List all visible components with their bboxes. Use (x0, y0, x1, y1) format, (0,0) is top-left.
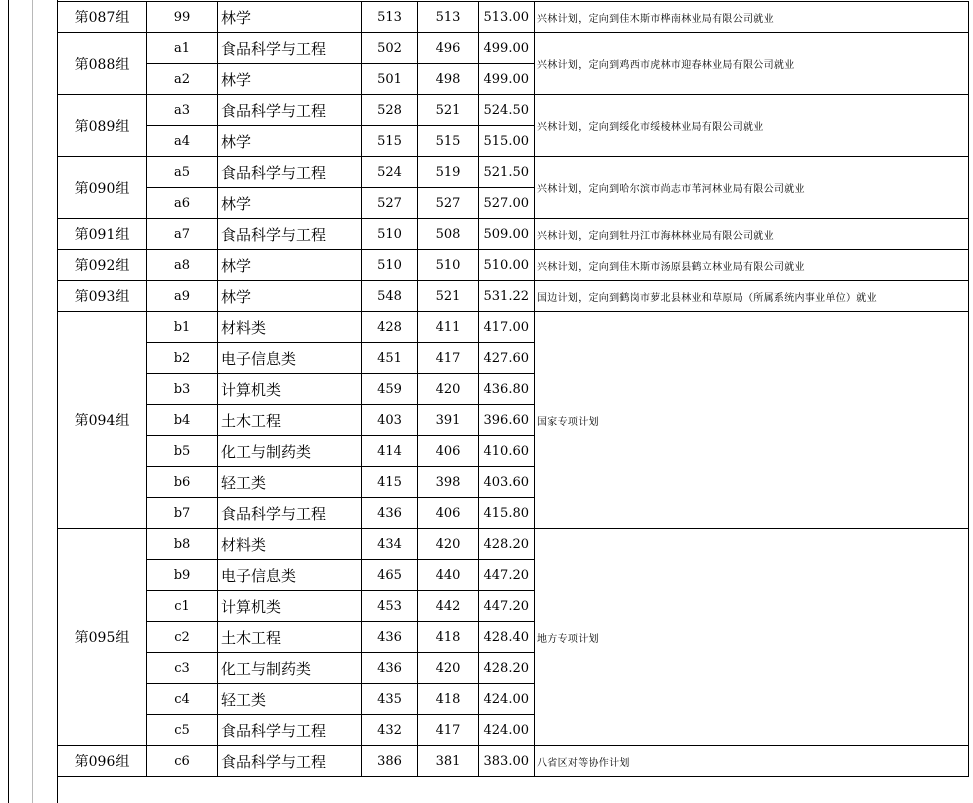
spacer-column-line (32, 0, 33, 803)
avg-score-cell: 513.00 (479, 2, 535, 33)
min-score-cell: 417 (418, 343, 479, 374)
min-score-cell: 418 (418, 622, 479, 653)
min-score-cell: 381 (418, 746, 479, 777)
plan-note-cell: 兴林计划，定向到佳木斯市汤原县鹤立林业局有限公司就业 (535, 250, 969, 281)
max-score-cell: 510 (362, 250, 418, 281)
table-row (58, 312, 969, 343)
group-number-cell: 第088组 (58, 33, 147, 95)
avg-score-cell: 436.80 (479, 374, 535, 405)
plan-note-cell: 兴林计划，定向到牡丹江市海林林业局有限公司就业 (535, 219, 969, 250)
min-score-cell: 420 (418, 529, 479, 560)
min-score-cell: 440 (418, 560, 479, 591)
major-code-cell: b3 (147, 374, 218, 405)
avg-score-cell: 427.60 (479, 343, 535, 374)
major-code-cell: a3 (147, 95, 218, 126)
min-score-cell: 496 (418, 33, 479, 64)
major-code-cell: a2 (147, 64, 218, 95)
min-score-cell: 406 (418, 498, 479, 529)
max-score-cell: 524 (362, 157, 418, 188)
avg-score-cell: 396.60 (479, 405, 535, 436)
max-score-cell: 436 (362, 653, 418, 684)
major-name-cell: 轻工类 (218, 467, 362, 498)
major-name-cell: 林学 (218, 188, 362, 219)
min-score-cell: 420 (418, 374, 479, 405)
avg-score-cell: 403.60 (479, 467, 535, 498)
major-name-cell: 轻工类 (218, 684, 362, 715)
min-score-cell: 521 (418, 95, 479, 126)
major-name-cell: 化工与制药类 (218, 653, 362, 684)
avg-score-cell: 424.00 (479, 715, 535, 746)
max-score-cell: 436 (362, 498, 418, 529)
max-score-cell: 432 (362, 715, 418, 746)
major-code-cell: b4 (147, 405, 218, 436)
major-code-cell: a8 (147, 250, 218, 281)
max-score-cell: 414 (362, 436, 418, 467)
avg-score-cell: 428.20 (479, 653, 535, 684)
score-table (57, 1, 969, 777)
major-code-cell: b5 (147, 436, 218, 467)
min-score-cell: 498 (418, 64, 479, 95)
major-code-cell: b9 (147, 560, 218, 591)
major-name-cell: 材料类 (218, 529, 362, 560)
major-name-cell: 食品科学与工程 (218, 95, 362, 126)
group-number-cell: 第093组 (58, 281, 147, 312)
major-code-cell: a7 (147, 219, 218, 250)
group-number-cell: 第095组 (58, 529, 147, 746)
max-score-cell: 451 (362, 343, 418, 374)
avg-score-cell: 499.00 (479, 33, 535, 64)
left-border-line (8, 0, 9, 803)
max-score-cell: 403 (362, 405, 418, 436)
plan-note-cell: 国家专项计划 (535, 312, 969, 529)
major-name-cell: 土木工程 (218, 405, 362, 436)
plan-note-cell: 兴林计划，定向到绥化市绥棱林业局有限公司就业 (535, 95, 969, 157)
avg-score-cell: 524.50 (479, 95, 535, 126)
table-row (58, 746, 969, 777)
max-score-cell: 465 (362, 560, 418, 591)
major-code-cell: c1 (147, 591, 218, 622)
plan-note-cell: 国边计划，定向到鹤岗市萝北县林业和草原局（所属系统内事业单位）就业 (535, 281, 969, 312)
avg-score-cell: 383.00 (479, 746, 535, 777)
table-row (58, 33, 969, 64)
major-name-cell: 食品科学与工程 (218, 498, 362, 529)
major-code-cell: c6 (147, 746, 218, 777)
table-row (58, 529, 969, 560)
major-code-cell: c5 (147, 715, 218, 746)
table-row (58, 281, 969, 312)
major-code-cell: c4 (147, 684, 218, 715)
major-name-cell: 电子信息类 (218, 343, 362, 374)
major-name-cell: 林学 (218, 64, 362, 95)
min-score-cell: 508 (418, 219, 479, 250)
max-score-cell: 434 (362, 529, 418, 560)
avg-score-cell: 428.40 (479, 622, 535, 653)
min-score-cell: 406 (418, 436, 479, 467)
min-score-cell: 442 (418, 591, 479, 622)
min-score-cell: 411 (418, 312, 479, 343)
max-score-cell: 515 (362, 126, 418, 157)
major-code-cell: b8 (147, 529, 218, 560)
major-code-cell: a1 (147, 33, 218, 64)
major-code-cell: a6 (147, 188, 218, 219)
max-score-cell: 415 (362, 467, 418, 498)
major-name-cell: 林学 (218, 250, 362, 281)
major-code-cell: a9 (147, 281, 218, 312)
avg-score-cell: 447.20 (479, 560, 535, 591)
major-code-cell: b6 (147, 467, 218, 498)
table-row (58, 95, 969, 126)
avg-score-cell: 521.50 (479, 157, 535, 188)
major-name-cell: 材料类 (218, 312, 362, 343)
avg-score-cell: 447.20 (479, 591, 535, 622)
group-number-cell: 第090组 (58, 157, 147, 219)
max-score-cell: 453 (362, 591, 418, 622)
min-score-cell: 513 (418, 2, 479, 33)
plan-note-cell: 兴林计划，定向到哈尔滨市尚志市苇河林业局有限公司就业 (535, 157, 969, 219)
min-score-cell: 527 (418, 188, 479, 219)
avg-score-cell: 410.60 (479, 436, 535, 467)
table-row (58, 219, 969, 250)
min-score-cell: 418 (418, 684, 479, 715)
max-score-cell: 435 (362, 684, 418, 715)
max-score-cell: 513 (362, 2, 418, 33)
min-score-cell: 519 (418, 157, 479, 188)
max-score-cell: 386 (362, 746, 418, 777)
avg-score-cell: 510.00 (479, 250, 535, 281)
plan-note-cell: 兴林计划，定向到鸡西市虎林市迎春林业局有限公司就业 (535, 33, 969, 95)
min-score-cell: 420 (418, 653, 479, 684)
max-score-cell: 459 (362, 374, 418, 405)
max-score-cell: 502 (362, 33, 418, 64)
avg-score-cell: 424.00 (479, 684, 535, 715)
avg-score-cell: 531.22 (479, 281, 535, 312)
major-name-cell: 食品科学与工程 (218, 157, 362, 188)
min-score-cell: 417 (418, 715, 479, 746)
avg-score-cell: 499.00 (479, 64, 535, 95)
min-score-cell: 391 (418, 405, 479, 436)
max-score-cell: 436 (362, 622, 418, 653)
group-number-cell: 第089组 (58, 95, 147, 157)
major-name-cell: 电子信息类 (218, 560, 362, 591)
avg-score-cell: 415.80 (479, 498, 535, 529)
max-score-cell: 510 (362, 219, 418, 250)
score-table-body (58, 2, 969, 777)
avg-score-cell: 527.00 (479, 188, 535, 219)
min-score-cell: 521 (418, 281, 479, 312)
group-number-cell: 第092组 (58, 250, 147, 281)
major-code-cell: b7 (147, 498, 218, 529)
plan-note-cell: 兴林计划，定向到佳木斯市桦南林业局有限公司就业 (535, 2, 969, 33)
major-name-cell: 化工与制药类 (218, 436, 362, 467)
major-name-cell: 林学 (218, 281, 362, 312)
major-name-cell: 林学 (218, 126, 362, 157)
max-score-cell: 527 (362, 188, 418, 219)
table-row (58, 250, 969, 281)
major-code-cell: b2 (147, 343, 218, 374)
max-score-cell: 501 (362, 64, 418, 95)
min-score-cell: 398 (418, 467, 479, 498)
major-name-cell: 食品科学与工程 (218, 715, 362, 746)
major-code-cell: a4 (147, 126, 218, 157)
major-name-cell: 食品科学与工程 (218, 219, 362, 250)
major-code-cell: 99 (147, 2, 218, 33)
max-score-cell: 428 (362, 312, 418, 343)
group-number-cell: 第094组 (58, 312, 147, 529)
min-score-cell: 510 (418, 250, 479, 281)
major-name-cell: 计算机类 (218, 591, 362, 622)
avg-score-cell: 417.00 (479, 312, 535, 343)
major-name-cell: 林学 (218, 2, 362, 33)
max-score-cell: 548 (362, 281, 418, 312)
avg-score-cell: 428.20 (479, 529, 535, 560)
major-name-cell: 食品科学与工程 (218, 33, 362, 64)
major-code-cell: c3 (147, 653, 218, 684)
major-name-cell: 食品科学与工程 (218, 746, 362, 777)
table-row (58, 157, 969, 188)
table-row (58, 2, 969, 33)
group-number-cell: 第091组 (58, 219, 147, 250)
avg-score-cell: 509.00 (479, 219, 535, 250)
plan-note-cell: 八省区对等协作计划 (535, 746, 969, 777)
min-score-cell: 515 (418, 126, 479, 157)
major-name-cell: 计算机类 (218, 374, 362, 405)
major-code-cell: a5 (147, 157, 218, 188)
major-code-cell: c2 (147, 622, 218, 653)
group-number-cell: 第096组 (58, 746, 147, 777)
major-code-cell: b1 (147, 312, 218, 343)
plan-note-cell: 地方专项计划 (535, 529, 969, 746)
avg-score-cell: 515.00 (479, 126, 535, 157)
major-name-cell: 土木工程 (218, 622, 362, 653)
group-number-cell: 第087组 (58, 2, 147, 33)
max-score-cell: 528 (362, 95, 418, 126)
